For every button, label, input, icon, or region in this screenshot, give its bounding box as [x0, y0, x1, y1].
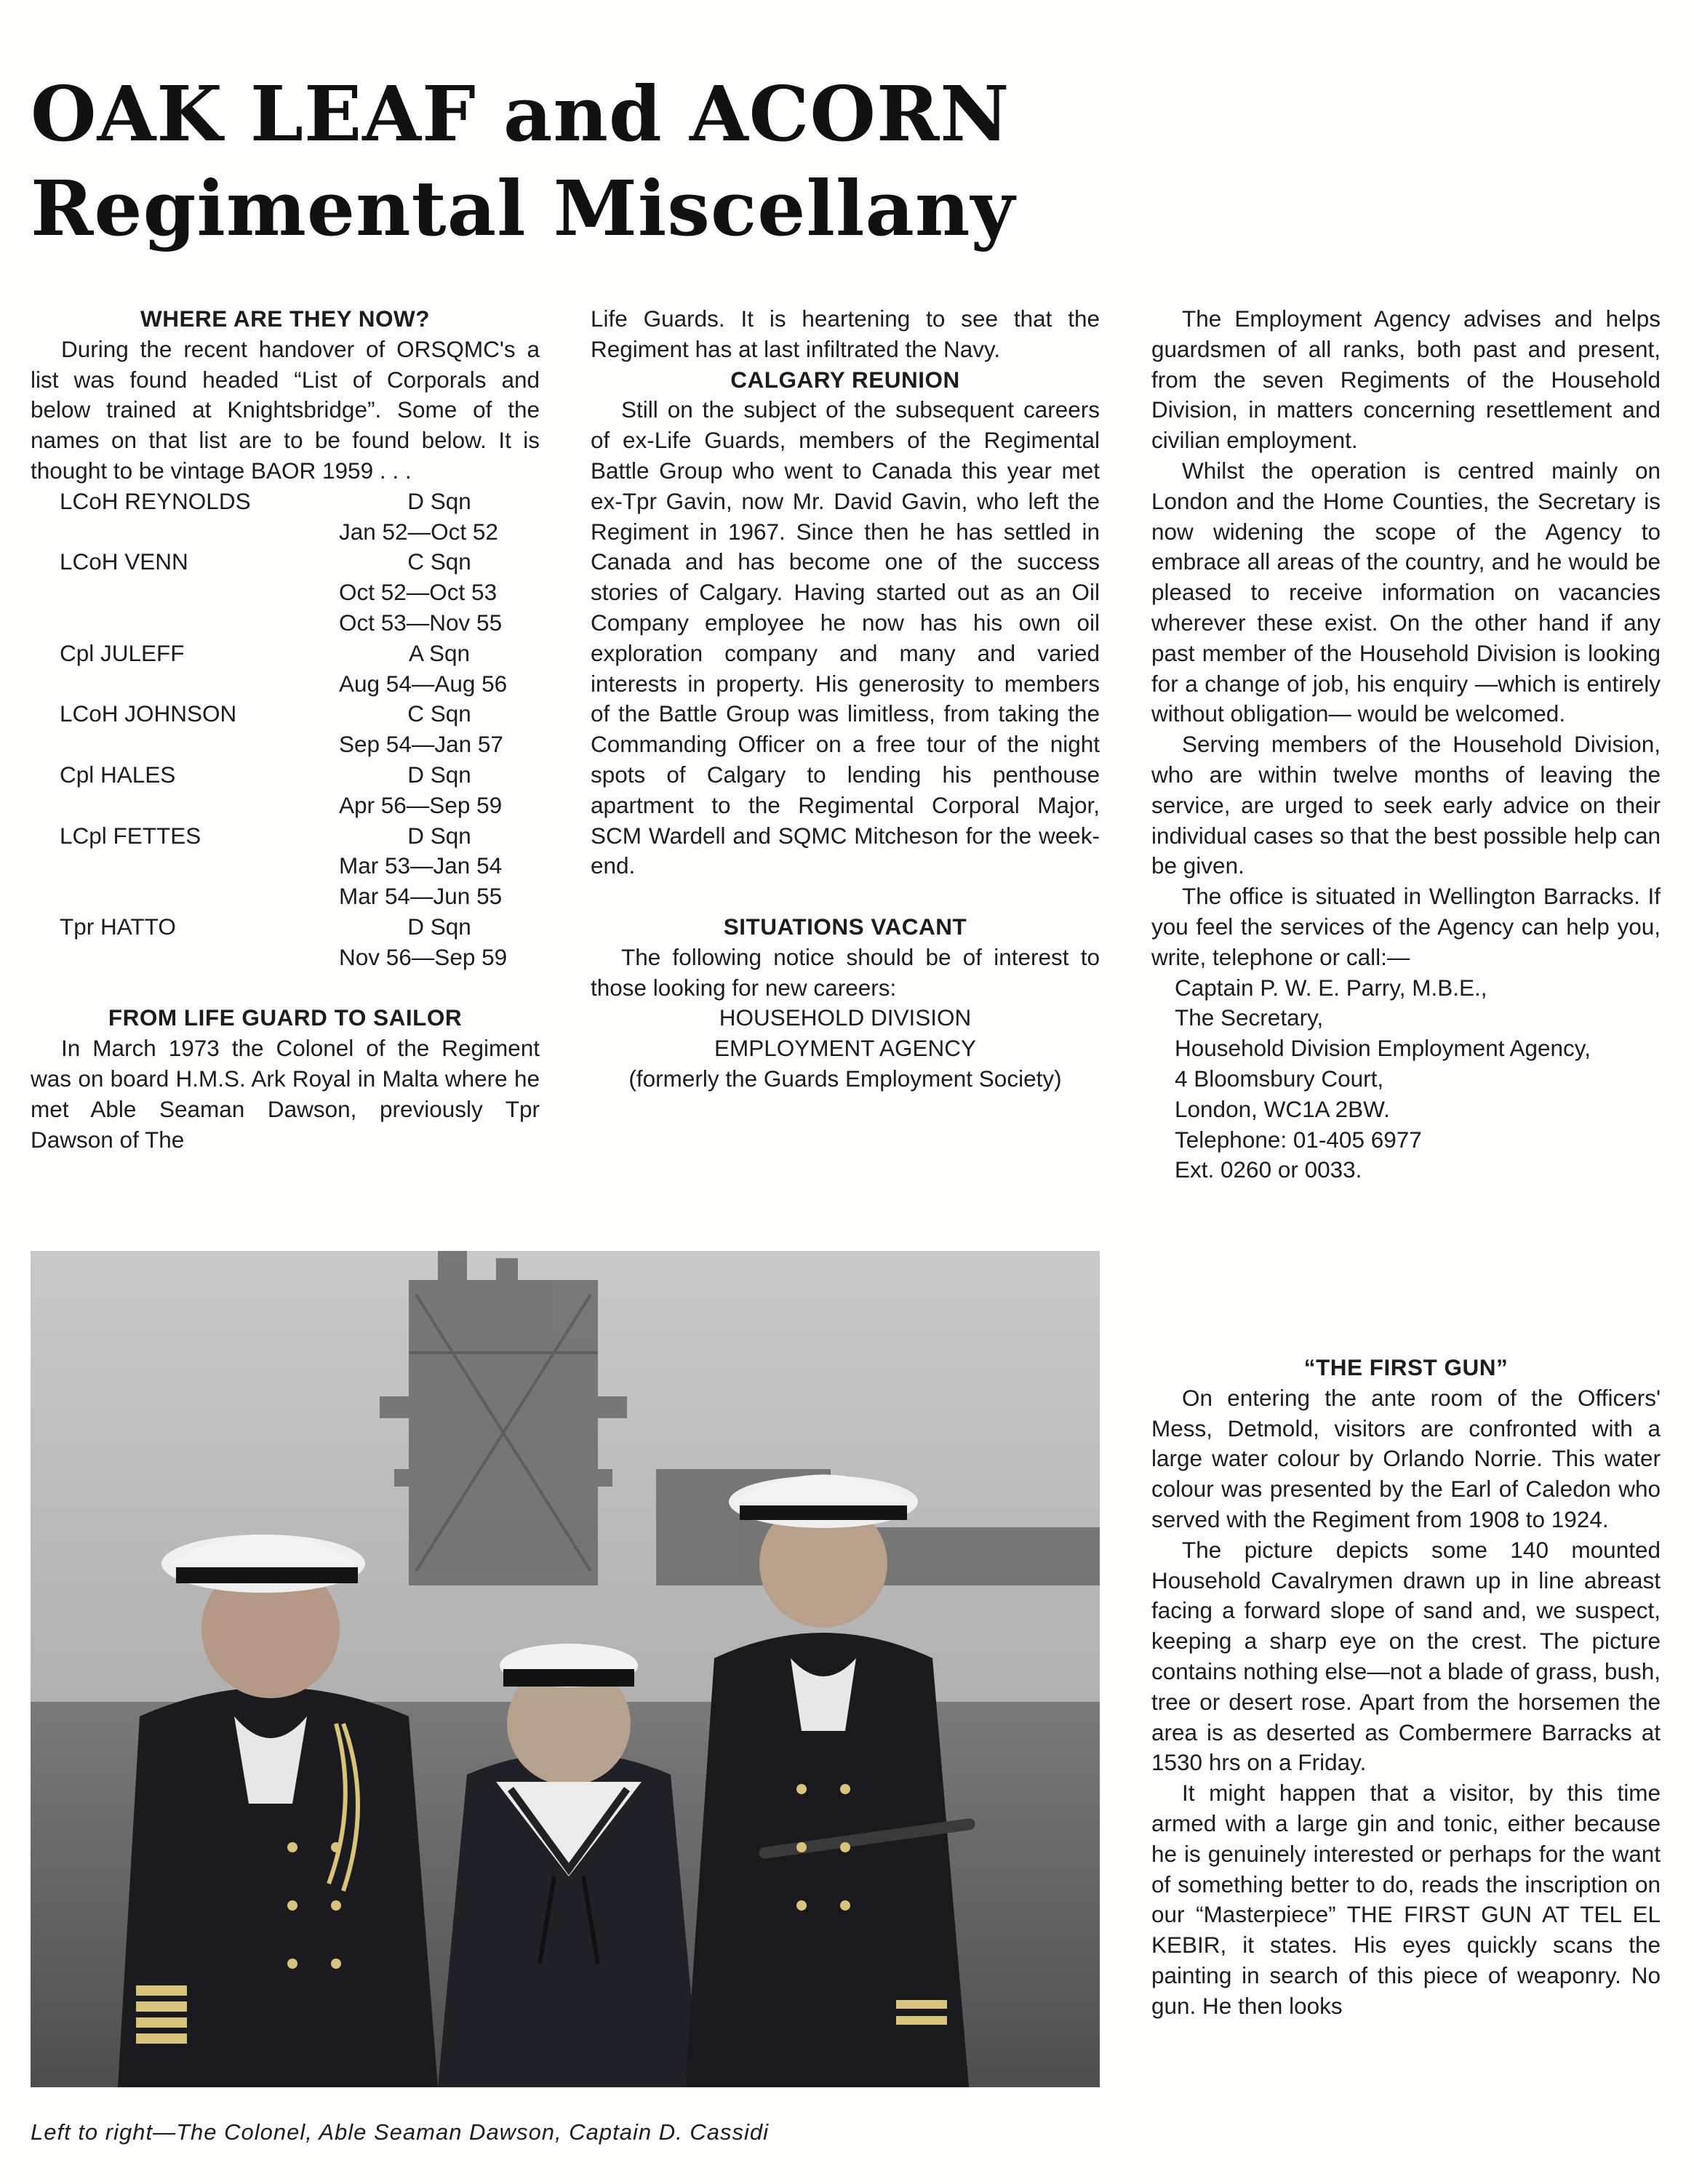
address-line: Household Division Employment Agency,: [1175, 1035, 1591, 1062]
trainee-list-row: [31, 821, 540, 852]
trainee-list-row: [31, 547, 540, 577]
squadron: A Sqn: [408, 639, 471, 666]
trainee-list-row: [31, 912, 540, 943]
trainee-list-row: [31, 881, 540, 912]
trainee-list-row: [31, 577, 540, 608]
agency-paragraph-3: Serving members of the Household Division, who are within twelve months of leaving the service, are urged to seek early advice on their individual cases so that the best possible help can be given.: [1151, 731, 1661, 879]
service-dates: Nov 56—Sep 59: [339, 943, 508, 970]
trainee-name: [31, 881, 60, 912]
address-line: Ext. 0260 or 0033.: [1175, 1156, 1362, 1183]
first-gun-paragraph-1: On entering the ante room of the Officers' Mess, Detmold, visitors are confronted with a large water colour by Orlando Norrie. This water colour was presented by the Earl of Caledon who served with the Regiment from 1908 to 1924.: [1151, 1384, 1661, 1532]
service-dates: Mar 53—Jan 54: [339, 852, 503, 879]
column-1: [31, 304, 540, 1155]
squadron: C Sqn: [407, 700, 471, 727]
title-line-2: Regimental Miscellany: [31, 164, 1015, 253]
service-dates: Jan 52—Oct 52: [339, 518, 498, 545]
section-heading-where-are-they-now: WHERE ARE THEY NOW?: [140, 305, 430, 332]
trainee-name: [31, 943, 60, 973]
photo-three-naval-officers: [31, 1251, 1100, 2087]
agency-address: [1151, 973, 1661, 1186]
squadron: C Sqn: [407, 548, 471, 575]
service-dates: Oct 52—Oct 53: [339, 579, 498, 606]
trainee-name: [31, 729, 60, 760]
notice-line-2: EMPLOYMENT AGENCY: [714, 1035, 976, 1062]
calgary-text: Still on the subject of the subsequent careers of ex-Life Guards, members of the Regimental Battle Group who went to Canada this year met ex-Tpr Gavin, now Mr. David Gavin, who left the Regiment in 1967. Since then he has settled in Canada and has become one of the success stories of Calgary. Having started out as an Oil Company employee he now has his own oil exploration company and many and varied interests in property. His generosity to members of the Battle Group was limitless, from taking the Commanding Officer on a free tour of the night spots of Calgary to lending his penthouse apartment to the Regimental Corporal Major, SCM Wardell and SQMC Mitcheson for the week-end.: [591, 396, 1100, 879]
life-guard-text: In March 1973 the Colonel of the Regiment was on board H.M.S. Ark Royal in Malta where he met Able Seaman Dawson, previously Tpr Dawson of The: [31, 1035, 540, 1153]
first-gun-paragraph-3: It might happen that a visitor, by this time armed with a large gin and tonic, either because he is genuinely interested or perhaps for the want of something better to do, reads the inscription on our “Masterpiece” THE FIRST GUN AT TEL EL KEBIR, it states. His eyes quickly scans the painting in search of this piece of weaponry. No gun. He then looks: [1151, 1780, 1661, 2019]
where-intro: During the recent handover of ORSQMC's a list was found headed “List of Corporals and below trained at Knightsbridge”. Some of the names on that list are to be found below. It is thought to be vintage BAOR 1959 . . .: [31, 335, 540, 484]
photo-illustration: [31, 1251, 1100, 2087]
trainee-name: [31, 851, 60, 881]
section-heading-situations-vacant: SITUATIONS VACANT: [723, 913, 967, 940]
service-dates: Mar 54—Jun 55: [339, 883, 503, 910]
trainee-name: LCpl FETTES: [60, 822, 201, 849]
agency-paragraph-4: The office is situated in Wellington Barracks. If you feel the services of the Agency can help you, write, telephone or call:—: [1151, 883, 1661, 970]
squadron: D Sqn: [407, 913, 471, 940]
first-gun-paragraph-2: The picture depicts some 140 mounted Household Cavalrymen drawn up in line abreast facing a forward slope of sand and, we suspect, keeping a sharp eye on the crest. The picture contains nothing else—not a blade of grass, bush, tree or desert rose. Apart from the horsemen the area is as deserted as Combermere Barracks at 1530 hrs on a Friday.: [1151, 1536, 1661, 1776]
trainee-name: [31, 608, 60, 639]
trainee-name: [31, 517, 60, 548]
notice-line-1: HOUSEHOLD DIVISION: [719, 1004, 972, 1031]
trainee-list-row: [31, 517, 540, 548]
trainee-list-row: [31, 791, 540, 821]
squadron: D Sqn: [407, 487, 471, 514]
page-title: [31, 67, 1122, 256]
title-line-1: OAK LEAF and ACORN: [31, 69, 1010, 159]
trainee-list-row: [31, 851, 540, 881]
service-dates: Apr 56—Sep 59: [339, 791, 503, 818]
address-line: Telephone: 01-405 6977: [1175, 1126, 1422, 1153]
trainee-list-row: [31, 699, 540, 729]
column-3: [1151, 304, 1661, 1185]
trainee-list-row: [31, 760, 540, 791]
agency-paragraph-1: The Employment Agency advises and helps guardsmen of all ranks, both past and present, from the seven Regiments of the Household Division, in matters concerning resettlement and civilian employment.: [1151, 305, 1661, 454]
trainee-list-row: [31, 487, 540, 517]
trainee-list-row: [31, 729, 540, 760]
life-guard-text-continued: Life Guards. It is heartening to see that the Regiment has at last infiltrated the Navy.: [591, 305, 1100, 362]
trainee-name: LCoH JOHNSON: [60, 700, 237, 727]
trainee-name: Tpr HATTO: [60, 913, 176, 940]
section-heading-calgary-reunion: CALGARY REUNION: [730, 366, 960, 393]
notice-line-3: (formerly the Guards Employment Society): [628, 1065, 1062, 1092]
section-heading-first-gun: “THE FIRST GUN”: [1303, 1354, 1509, 1380]
trainee-list-row: [31, 943, 540, 973]
trainee-name: Cpl JULEFF: [60, 639, 185, 666]
trainee-list-row: [31, 639, 540, 669]
trainee-name: LCoH REYNOLDS: [60, 487, 251, 514]
photo-caption: Left to right—The Colonel, Able Seaman Dawson, Captain D. Cassidi: [31, 2119, 769, 2145]
column-2: [591, 304, 1100, 1095]
address-line: 4 Bloomsbury Court,: [1175, 1065, 1384, 1092]
squadron: D Sqn: [407, 761, 471, 788]
trainee-name: [31, 791, 60, 821]
squadron: D Sqn: [407, 822, 471, 849]
trainee-list: [31, 487, 540, 973]
column-3-lower: [1151, 1353, 1661, 2022]
trainee-name: [31, 669, 60, 700]
service-dates: Sep 54—Jan 57: [339, 731, 503, 758]
address-line: London, WC1A 2BW.: [1175, 1095, 1390, 1122]
trainee-name: [31, 577, 60, 608]
trainee-name: Cpl HALES: [60, 761, 176, 788]
service-dates: Aug 54—Aug 56: [339, 670, 508, 697]
trainee-list-row: [31, 669, 540, 700]
agency-paragraph-2: Whilst the operation is centred mainly on London and the Home Counties, the Secretary is now widening the scope of the Agency to embrace all areas of the country, and he would be pleased to receive information on vacancies wherever these exist. On the other hand if any past member of the Household Division is looking for a change of job, his enquiry —which is entirely without obligation— would be welcomed.: [1151, 457, 1661, 727]
address-line: Captain P. W. E. Parry, M.B.E.,: [1175, 974, 1487, 1001]
trainee-list-row: [31, 608, 540, 639]
situations-text: The following notice should be of interest to those looking for new careers:: [591, 943, 1100, 1001]
service-dates: Oct 53—Nov 55: [339, 609, 503, 636]
trainee-name: LCoH VENN: [60, 548, 188, 575]
section-heading-life-guard-to-sailor: FROM LIFE GUARD TO SAILOR: [108, 1004, 463, 1031]
address-line: The Secretary,: [1175, 1004, 1324, 1031]
